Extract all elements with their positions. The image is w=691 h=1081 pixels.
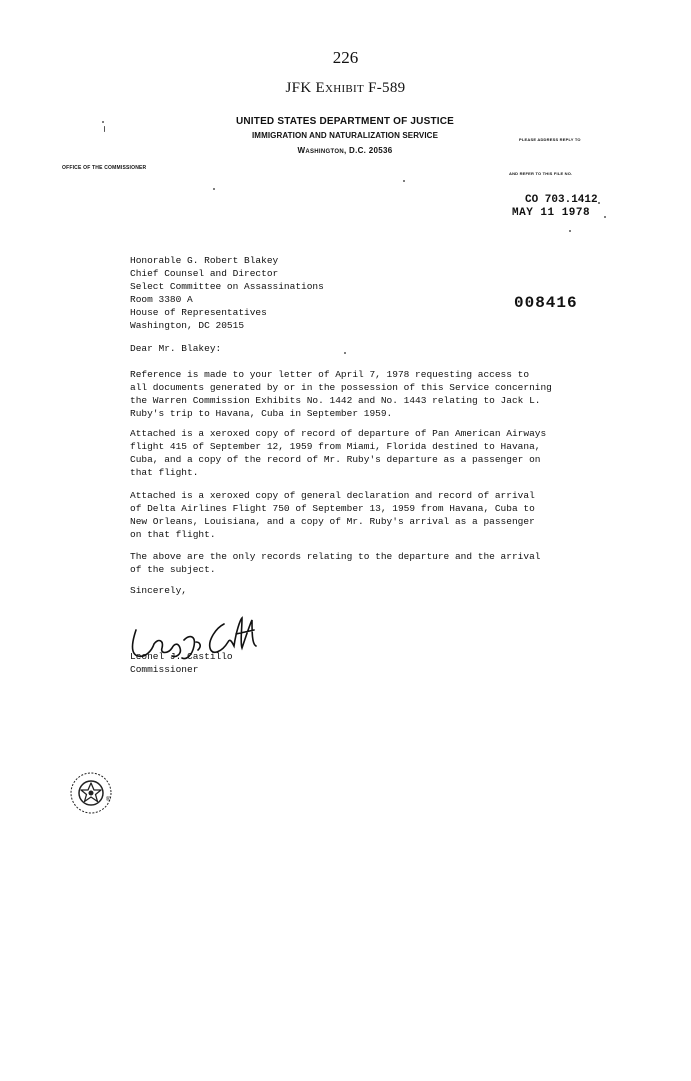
scan-speck	[102, 121, 104, 123]
letterhead-service: IMMIGRATION AND NATURALIZATION SERVICE	[251, 131, 438, 140]
bicentennial-seal-icon	[68, 770, 114, 816]
scan-speck	[403, 180, 405, 182]
page-number: 226	[332, 48, 359, 67]
letter-paragraph: The above are the only records relating to the departure and the arrival of the subject.	[130, 551, 541, 575]
letterhead-department: UNITED STATES DEPARTMENT OF JUSTICE	[235, 116, 455, 127]
exhibit-title: JFK Exhibit F-589	[285, 80, 406, 96]
refer-file-note: AND REFER TO THIS FILE NO.	[509, 171, 573, 176]
letter-paragraph: Attached is a xeroxed copy of general declaration and record of arrival of Delta Airlines Flight 750 of September 13, 1959 from Havana, Cuba to New Orleans, Louisiana, and a copy of Mr. Ruby's arrival as a passenger on that flight.	[130, 490, 535, 540]
signer-name: Leonel J. Castillo	[130, 651, 233, 662]
file-reference-number: CO 703.1412	[525, 194, 598, 206]
scan-speck	[104, 126, 105, 132]
scan-speck	[598, 202, 600, 204]
scan-speck	[604, 216, 606, 218]
signer-title: Commissioner	[130, 664, 199, 675]
recipient-address-block: Honorable G. Robert Blakey Chief Counsel and Director Select Committee on Assassinations Room 3380 A House of Representatives Washington, DC 20515	[130, 255, 324, 331]
letter-paragraph: Reference is made to your letter of April 7, 1978 requesting access to all documents generated by or in the possession of this Service concerning the Warren Commission Exhibits No. 1442 and No. 1443 relating to Jack L. Ruby's trip to Havana, Cuba in September 1959.	[130, 369, 552, 419]
salutation: Dear Mr. Blakey:	[130, 343, 222, 354]
closing: Sincerely,	[130, 585, 188, 596]
office-label: OFFICE OF THE COMMISSIONER	[62, 165, 147, 171]
reply-address-note: PLEASE ADDRESS REPLY TO	[519, 137, 581, 142]
registered-mark: ®	[106, 797, 111, 803]
letterhead-address: Washington, D.C. 20536	[297, 146, 393, 155]
scan-speck	[569, 230, 571, 232]
document-number: 008416	[514, 294, 578, 312]
date-stamp: MAY 11 1978	[512, 207, 591, 219]
scan-speck	[213, 188, 215, 190]
letter-paragraph: Attached is a xeroxed copy of record of departure of Pan American Airways flight 415 of September 12, 1959 from Miami, Florida destined to Havana, Cuba, and a copy of the record of Mr. Ruby's departure as a passenger on that flight.	[130, 428, 547, 478]
